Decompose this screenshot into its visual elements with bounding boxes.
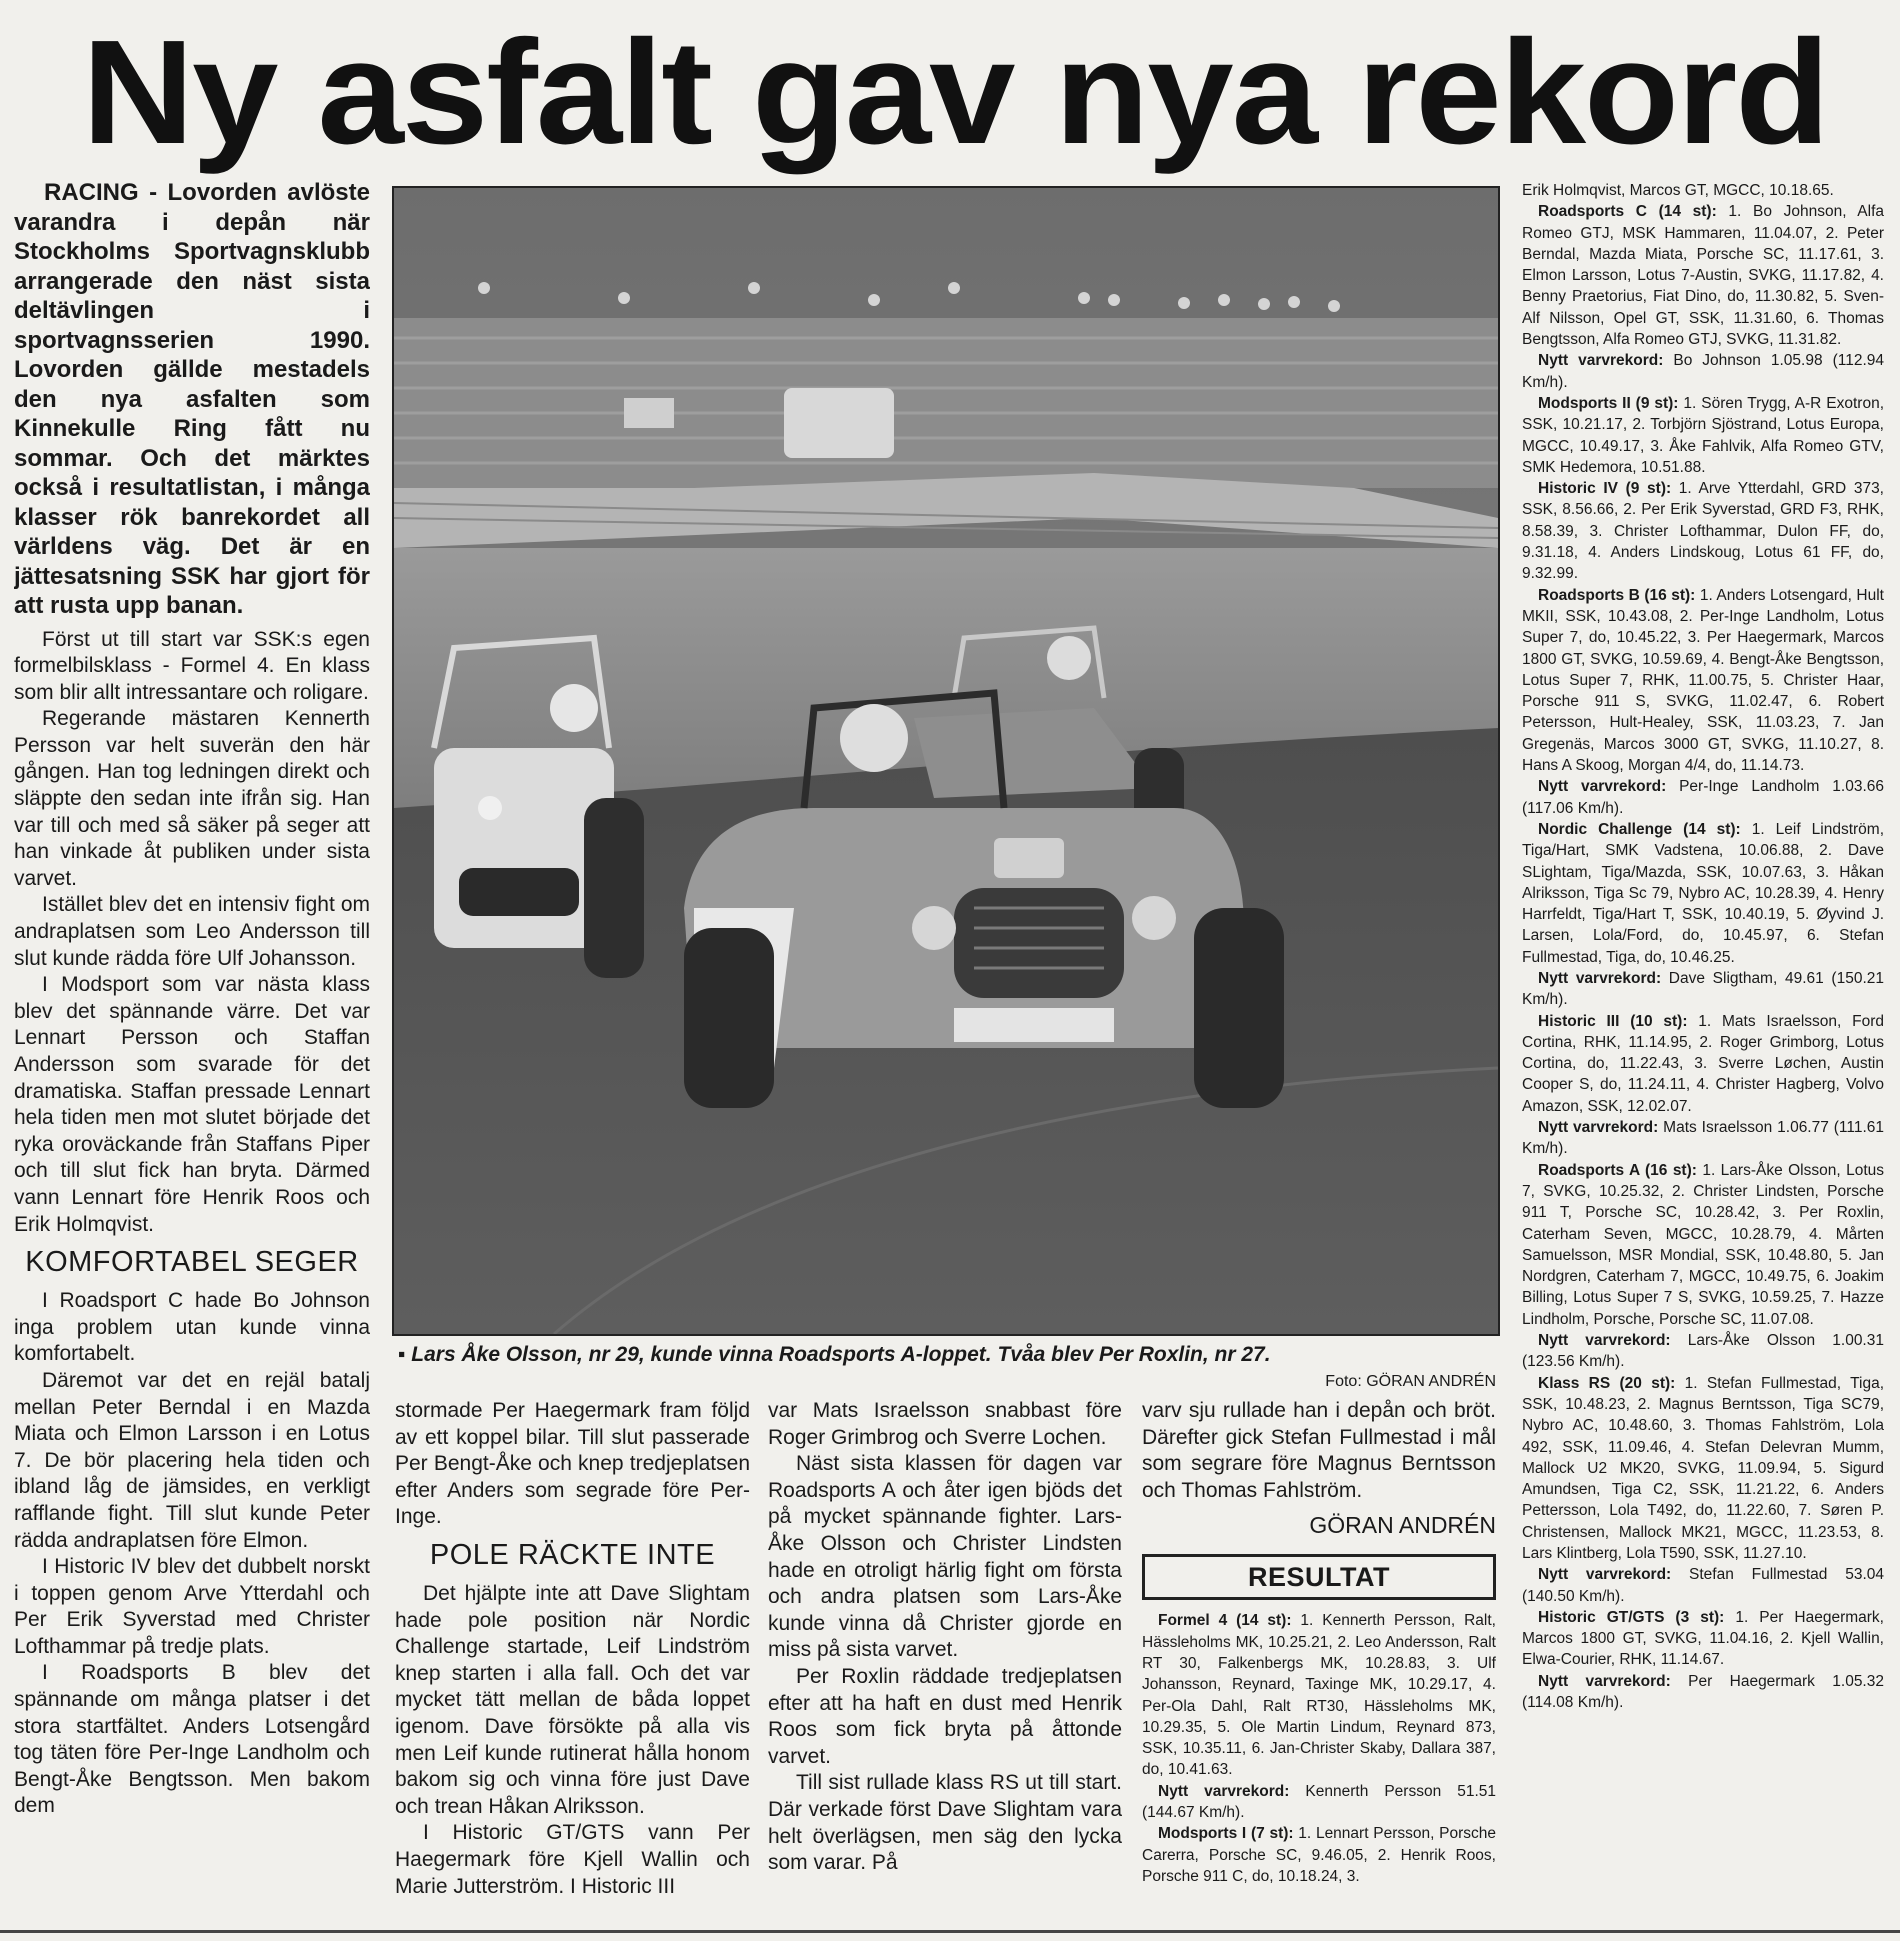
result-text: 1. Sören Trygg, A-R Exotron, SSK, 10.21.17, 2. Torbjörn Sjöstrand, Lotus Europa, MGCC, 10.49.17, 3. Åke Fahlvik, Alfa Romeo GTV, SMK Hedemora, 10.51.88. — [1522, 394, 1884, 476]
result-entry — [1522, 1011, 1884, 1117]
result-label: Nytt varvrekord: — [1538, 778, 1667, 796]
result-entry — [1522, 776, 1884, 819]
column-4 — [1142, 1398, 1496, 1930]
result-text: Lars-Åke Olsson 1.00.31 (123.56 Km/h). — [1522, 1332, 1884, 1371]
paragraph: Näst sista klassen för dagen var Roadsports A och åter igen bjöds det på mycket spännande fighter. Lars-Åke Olsson och Christer Lindsten hade en otroligt härlig fight om första och andra platsen som Lars-Åke kunde vinna då Christer gjorde en miss på sista varvet. — [768, 1452, 1122, 1662]
paragraph: Regerande mästaren Kennerth Persson var helt suverän den här gången. Han tog ledningen direkt och släppte den sedan inte ifrån sig. Han var till och med så säker på seger att han vinkade åt publiken under sista varvet. — [14, 707, 370, 890]
result-text: Erik Holmqvist, Marcos GT, MGCC, 10.18.65. — [1522, 182, 1834, 199]
paragraph: I Historic GT/GTS vann Per Haegermark före Kjell Wallin och Marie Jutterström. I Historic III — [395, 1821, 750, 1898]
result-entry — [1522, 350, 1884, 393]
result-text: 1. Lennart Persson, Porsche Carerra, Porsche SC, 9.46.05, 2. Henrik Roos, Porsche 911 C, do, 10.18.24, 3. — [1142, 1825, 1496, 1885]
result-label: Nordic Challenge (14 st): — [1538, 820, 1741, 838]
result-text: 1. Kennerth Persson, Ralt, Hässleholms MK, 10.25.21, 2. Leo Andersson, Ralt RT 30, Falkenbergs MK, 10.28.83, 3. Ulf Johansson, Reynard, Taxinge MK, 10.29.17, 4. Per-Ola Dahl, Ralt RT30, Hässleholms MK, 10.29.35, 5. Ole Martin Lindum, Reynard 873, SSK, 10.35.11, 6. Jan-Christer Skaby, Dallara 387, do, 10.41.63. — [1142, 1612, 1496, 1779]
paragraph: I Roadsports B blev det spännande om många platser i det stora startfältet. Anders Lotsengård tog täten före Per-Inge Landholm och Bengt-Åke Bengtsson. Men bakom dem — [14, 1661, 370, 1818]
result-label: Nytt varvrekord: — [1538, 1119, 1659, 1137]
result-label: Nytt varvrekord: — [1538, 352, 1664, 370]
result-text: Per Haegermark 1.05.32 (114.08 Km/h). — [1522, 1672, 1884, 1712]
result-entry — [1142, 1781, 1496, 1824]
photo-caption: ▪ Lars Åke Olsson, nr 29, kunde vinna Roadsports A-loppet. Tvåa blev Per Roxlin, nr 27. — [398, 1343, 1271, 1366]
result-entry — [1522, 180, 1884, 201]
result-entry — [1522, 478, 1884, 584]
paragraph: I Modsport som var nästa klass blev det spännande värre. Det var Lennart Persson och Staffan Andersson som svarade för det dramatiska. Staffan pressade Lennart hela tiden men mot slutet började det ryka oroväckande från Staffans Piper och till slut fick han bryta. Därmed vann Lennart före Henrik Roos och Erik Holmqvist. — [14, 973, 370, 1236]
result-entry — [1142, 1823, 1496, 1887]
result-label: Roadsports C (14 st): — [1538, 203, 1717, 221]
paragraph: Till sist rullade klass RS ut till start. Där verkade först Dave Slightam vara helt överlägsen, men säg den lycka som varar. På — [768, 1771, 1122, 1875]
result-entry — [1522, 585, 1884, 777]
column-5 — [1522, 180, 1884, 1930]
result-label: Nytt varvrekord: — [1538, 969, 1662, 987]
result-label: Roadsports B (16 st): — [1538, 586, 1696, 604]
result-entry — [1522, 1564, 1884, 1607]
race-photo — [392, 186, 1500, 1336]
paragraph: stormade Per Haegermark fram följd av ett koppel bilar. Till slut passerade Per Bengt-Åke och knep tredjeplatsen efter Anders som segrade före Per-Inge. — [395, 1399, 750, 1529]
race-photo-illustration — [394, 188, 1498, 1334]
paragraph: varv sju rullade han i depån och bröt. Därefter gick Stefan Fullmestad i mål som segrare före Magnus Berntsson och Thomas Fahlström. — [1142, 1399, 1496, 1502]
result-entry — [1522, 201, 1884, 350]
subhead: POLE RÄCKTE INTE — [429, 1538, 716, 1571]
result-text: Per-Inge Landholm 1.03.66 (117.06 Km/h). — [1522, 778, 1884, 817]
result-text: Kennerth Persson 51.51 (144.67 Km/h). — [1142, 1782, 1496, 1822]
result-text: 1. Leif Lindström, Tiga/Hart, SMK Vadstena, 10.06.88, 2. Dave SLightam, Tiga/Mazda, SSK, 10.07.63, 3. Håkan Alriksson, Tiga Sc 79, Nybro AC, 10.28.39, 4. Henry Harrfeldt, Tiga/Hart T, SSK, 10.40.19, 5. Øyvind J. Larsen, Lola/Ford, do, 10.45.97, 6. Stefan Fullmestad, Tiga, do, 10.46.25. — [1522, 820, 1884, 966]
result-text: Stefan Fullmestad 53.04 (140.50 Km/h). — [1522, 1566, 1884, 1605]
paragraph: Däremot var det en rejäl batalj mellan Peter Berndal i en Mazda Miata och Elmon Larsson i en Lotus 7. De bör placering hela tiden och ibland låg de jämsides, en verkligt rafflande fight. Till slut kunde Peter rädda andraplatsen före Elmon. — [14, 1368, 370, 1552]
paragraph: I Historic IV blev det dubbelt norskt i toppen genom Arve Ytterdahl och Per Erik Syverstad med Christer Lofthammar på tredje plats. — [14, 1555, 370, 1658]
result-label: Formel 4 (14 st): — [1158, 1612, 1292, 1630]
lede-text: - Lovorden avlöste varandra i depån när Stockholms Sportvagnsklubb arrangerade den näst sista deltävlingen i sportvagnsserien 1990. Lovorden gällde mestadels den nya asfalten som Kinnekulle Ring fått nu sommar. Och det märktes också i resultatlistan, i många klasser rök banrekordet all världens väg. Det är en jättesatsning SSK har gjort för att rusta upp banan. — [14, 179, 370, 619]
result-entry — [1522, 1330, 1884, 1373]
result-label: Nytt varvrekord: — [1538, 1672, 1671, 1690]
result-text: 1. Arve Ytterdahl, GRD 373, SSK, 8.56.66, 2. Per Erik Syverstad, GRD F3, RHK, 8.58.39, 3. Christer Lofthammar, Dulon FF, do, 9.31.18, 4. Anders Lindskoug, Lotus 61 FF, do, 9.32.99. — [1522, 480, 1884, 583]
headline: Ny asfalt gav nya rekord — [81, 10, 1829, 175]
result-text: 1. Lars-Åke Olsson, Lotus 7, SVKG, 10.25.32, 2. Christer Lindsten, Porsche 911 T, Porsche SC, 10.28.42, 3. Per Roxlin, Caterham Seven, MGCC, 10.28.79, 4. Mårten Samuelsson, MSR Mondial, SSK, 10.48.80, 5. Jan Nordgren, Caterham 7, MGCC, 10.49.75, 6. Joakim Billing, Lotus Super 7 S, SVKG, 10.59.25, 7. Hazze Lindholm, Porsche, Porsche SC, 11.07.08. — [1522, 1161, 1884, 1328]
result-text: 1. Bo Johnson, Alfa Romeo GTJ, MSK Hammaren, 11.04.07, 2. Peter Berndal, Mazda Miata, Porsche SC, 11.17.61, 3. Elmon Larsson, Lotus 7-Austin, SVKG, 11.17.82, 4. Benny Praetorius, Fiat Dino, do, 11.30.82, 5. Sven-Alf Nilsson, Opel GT, SSK, 11.31.60, 6. Thomas Bengtsson, Alfa Romeo GTJ, SVKG, 11.31.82. — [1522, 203, 1884, 349]
result-label: Historic III (10 st): — [1538, 1012, 1688, 1030]
result-label: Nytt varvrekord: — [1538, 1332, 1671, 1350]
result-text: 1. Per Haegermark, Marcos 1800 GT, SVKG, 11.04.16, 2. Kjell Wallin, Elwa-Courier, RHK, 11.14.67. — [1522, 1608, 1884, 1669]
result-entry — [1522, 1607, 1884, 1671]
column-2 — [395, 1398, 750, 1930]
result-entry — [1522, 1671, 1884, 1714]
byline: GÖRAN ANDRÉN — [1309, 1512, 1496, 1539]
paragraph: Det hjälpte inte att Dave Slightam hade pole position när Nordic Challenge startade, Leif Lindström knep starten i alla fall. Och det var mycket tätt mellan de båda loppet igenom. Dave försökte på alla vis men Leif kunde rutinerat hålla honom bakom sig och vinna före just Dave och trean Håkan Alriksson. — [395, 1581, 750, 1818]
result-label: Roadsports A (16 st): — [1538, 1161, 1697, 1179]
column-1 — [14, 178, 370, 1930]
result-entry — [1522, 393, 1884, 478]
results-title: RESULTAT — [1142, 1554, 1496, 1600]
result-label: Klass RS (20 st): — [1538, 1374, 1676, 1392]
result-label: Historic GT/GTS (3 st): — [1538, 1608, 1725, 1626]
result-text: Bo Johnson 1.05.98 (112.94 Km/h). — [1522, 352, 1884, 391]
result-text: 1. Stefan Fullmestad, Tiga, SSK, 10.48.23, 2. Magnus Berntsson, Tiga SC79, Nybro AC, 10.48.60, 3. Thomas Fahlström, Lola 492, SSK, 11.09.46, 4. Stefan Delevran Mumm, Mallock U2 MK20, SVKG, 11.09.94, 5. Sigurd Amundsen, Tiga C2, SSK, 11.21.22, 6. Anders Pettersson, Lola T492, do, 11.22.60, 7. Søren P. Christensen, Mallock MK21, MGCC, 11.23.53, 8. Lars Klintberg, Lola T590, SSK, 11.27.10. — [1522, 1374, 1884, 1562]
result-entry — [1522, 968, 1884, 1011]
column-3 — [768, 1398, 1122, 1930]
lede-paragraph — [14, 178, 370, 621]
result-entry — [1522, 1373, 1884, 1565]
result-label: Nytt varvrekord: — [1538, 1566, 1672, 1584]
photo-credit: Foto: GÖRAN ANDRÉN — [1325, 1373, 1496, 1390]
result-label: Historic IV (9 st): — [1538, 480, 1672, 498]
subhead: KOMFORTABEL SEGER — [25, 1246, 359, 1279]
result-entry — [1522, 1160, 1884, 1330]
result-entry — [1522, 819, 1884, 968]
bottom-rule — [0, 1930, 1900, 1933]
kicker: RACING — [44, 179, 139, 206]
result-label: Modsports II (9 st): — [1538, 394, 1679, 412]
result-entry — [1142, 1610, 1496, 1780]
result-label: Modsports I (7 st): — [1158, 1825, 1294, 1843]
result-label: Nytt varvrekord: — [1158, 1782, 1290, 1800]
paragraph: Per Roxlin räddade tredjeplatsen efter att ha haft en dust med Henrik Roos som fick bryta på åttonde varvet. — [768, 1664, 1122, 1768]
result-entry — [1522, 1117, 1884, 1160]
paragraph: Först ut till start var SSK:s egen formelbilsklass - Formel 4. En klass som blir allt intressantare och roligare. — [14, 627, 370, 704]
paragraph: Istället blev det en intensiv fight om andraplatsen som Leo Andersson till slut kunde rädda före Ulf Johansson. — [14, 893, 370, 970]
paragraph: var Mats Israelsson snabbast före Roger Grimbrog och Sverre Lochen. — [768, 1399, 1122, 1449]
paragraph: I Roadsport C hade Bo Johnson inga problem utan kunde vinna komfortabelt. — [14, 1289, 370, 1366]
result-text: Dave Sligtham, 49.61 (150.21 Km/h). — [1522, 969, 1884, 1009]
result-text: 1. Anders Lotsengard, Hult MKII, SSK, 10.43.08, 2. Per-Inge Landholm, Lotus Super 7, do, 10.45.22, 3. Per Haegermark, Marcos 1800 GT, SVKG, 10.59.69, 4. Bengt-Åke Bengtsson, Lotus Super 7, RHK, 11.00.75, 5. Christer Haar, Porsche 911 S, SVKG, 11.02.47, 6. Robert Petersson, Hult-Healey, SSK, 11.03.23, 7. Jan Gregenäs, Marcos 3000 GT, SVKG, 11.10.27, 8. Hans A Skoog, Morgan 4/4, do, 11.14.73. — [1522, 586, 1884, 775]
result-text: 1. Mats Israelsson, Ford Cortina, RHK, 11.14.95, 2. Roger Grimborg, Lotus Cortina, do, 11.22.43, 3. Sverre Løchen, Austin Cooper S, do, 11.24.11, 4. Christer Hagberg, Volvo Amazon, SSK, 12.02.07. — [1522, 1012, 1884, 1115]
result-text: Mats Israelsson 1.06.77 (111.61 Km/h). — [1522, 1119, 1884, 1158]
